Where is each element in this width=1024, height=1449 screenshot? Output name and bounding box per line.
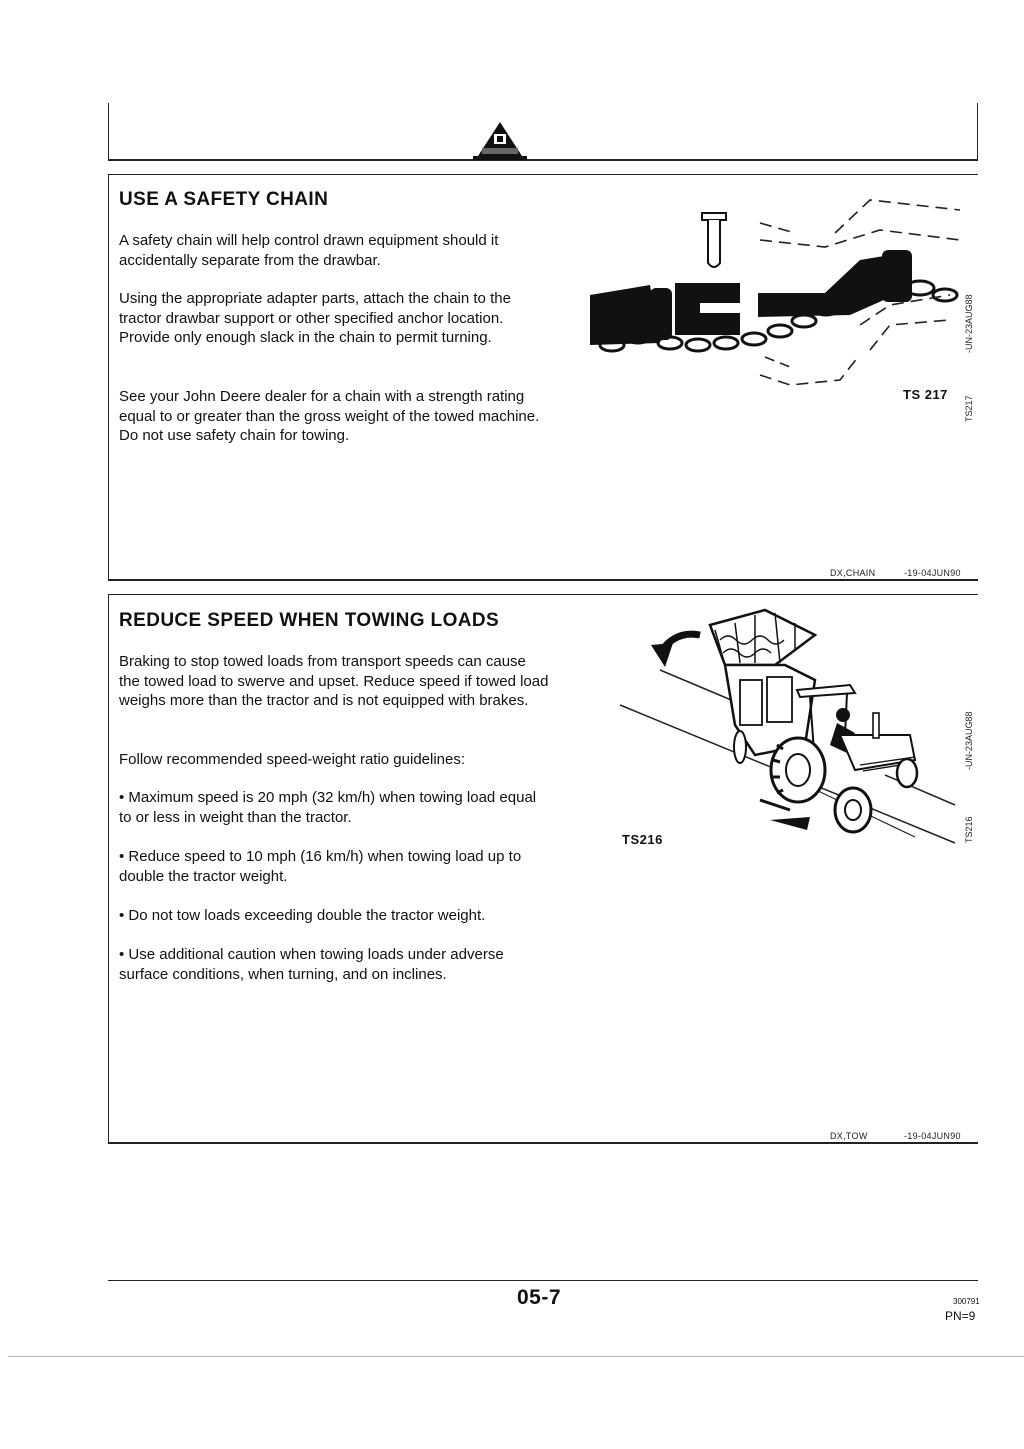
header-bottom-rule [108, 159, 978, 161]
section2-left-rule [108, 594, 109, 1143]
section2-side-code-2: TS216 [964, 816, 974, 843]
header-left-rule [108, 103, 109, 160]
section1-figure-label: TS 217 [903, 387, 948, 402]
safety-chain-illustration [590, 185, 975, 400]
section1-ref-date: -19-04JUN90 [904, 568, 961, 578]
section1-left-rule [108, 174, 109, 580]
section2-bullet-2: • Reduce speed to 10 mph (16 km/h) when towing load up to double the tractor weight. [119, 848, 522, 885]
page-number: 05-7 [517, 1286, 562, 1309]
tractor-towing-illustration [615, 605, 965, 850]
section1-title: USE A SAFETY CHAIN [119, 189, 329, 210]
section2-figure-label: TS216 [622, 832, 663, 847]
section2-paragraph-1: Braking to stop towed loads from transport speeds can cause the towed load to swerve and upset. Reduce speed if towed load weighs more than the tractor and is not equipped with brakes. [119, 653, 549, 709]
section2-ref-code: DX,TOW [830, 1131, 868, 1141]
section1-paragraph-1: A safety chain will help control drawn equipment should it accidentally separate from the drawbar. [119, 232, 499, 269]
section2-bullet-4: • Use additional caution when towing loads under adverse surface conditions, when turning, and on inclines. [119, 946, 504, 983]
section2-side-code-1: -UN-23AUG88 [964, 711, 974, 770]
footer-code: 300791 [953, 1297, 980, 1306]
section1-side-code-1: -UN-23AUG88 [964, 294, 974, 353]
section1-paragraph-3: See your John Deere dealer for a chain with a strength rating equal to or greater than the gross weight of the towed machine. Do not use safety chain for towing. [119, 388, 540, 444]
section2-bullet-3: • Do not tow loads exceeding double the tractor weight. [119, 907, 486, 924]
header-right-rule [977, 103, 978, 160]
section2-title: REDUCE SPEED WHEN TOWING LOADS [119, 610, 500, 631]
section1-bottom-rule [108, 579, 978, 581]
section2-bottom-rule [108, 1142, 978, 1144]
section1-side-code-2: TS217 [964, 395, 974, 422]
section2-top-rule [108, 594, 978, 595]
safety-alert-icon [470, 120, 530, 162]
section1-paragraph-2: Using the appropriate adapter parts, attach the chain to the tractor drawbar support or other specified anchor location. Provide only enough slack in the chain to permit turning. [119, 290, 511, 346]
page-edge-rule [8, 1356, 1024, 1357]
footer-rule [108, 1280, 978, 1281]
section2-paragraph-2: Follow recommended speed-weight ratio guidelines: [119, 751, 466, 768]
section2-bullet-1: • Maximum speed is 20 mph (32 km/h) when towing load equal to or less in weight than the tractor. [119, 789, 537, 826]
footer-pn: PN=9 [945, 1309, 976, 1323]
section1-top-rule [108, 174, 978, 175]
section1-ref-code: DX,CHAIN [830, 568, 876, 578]
section2-ref-date: -19-04JUN90 [904, 1131, 961, 1141]
